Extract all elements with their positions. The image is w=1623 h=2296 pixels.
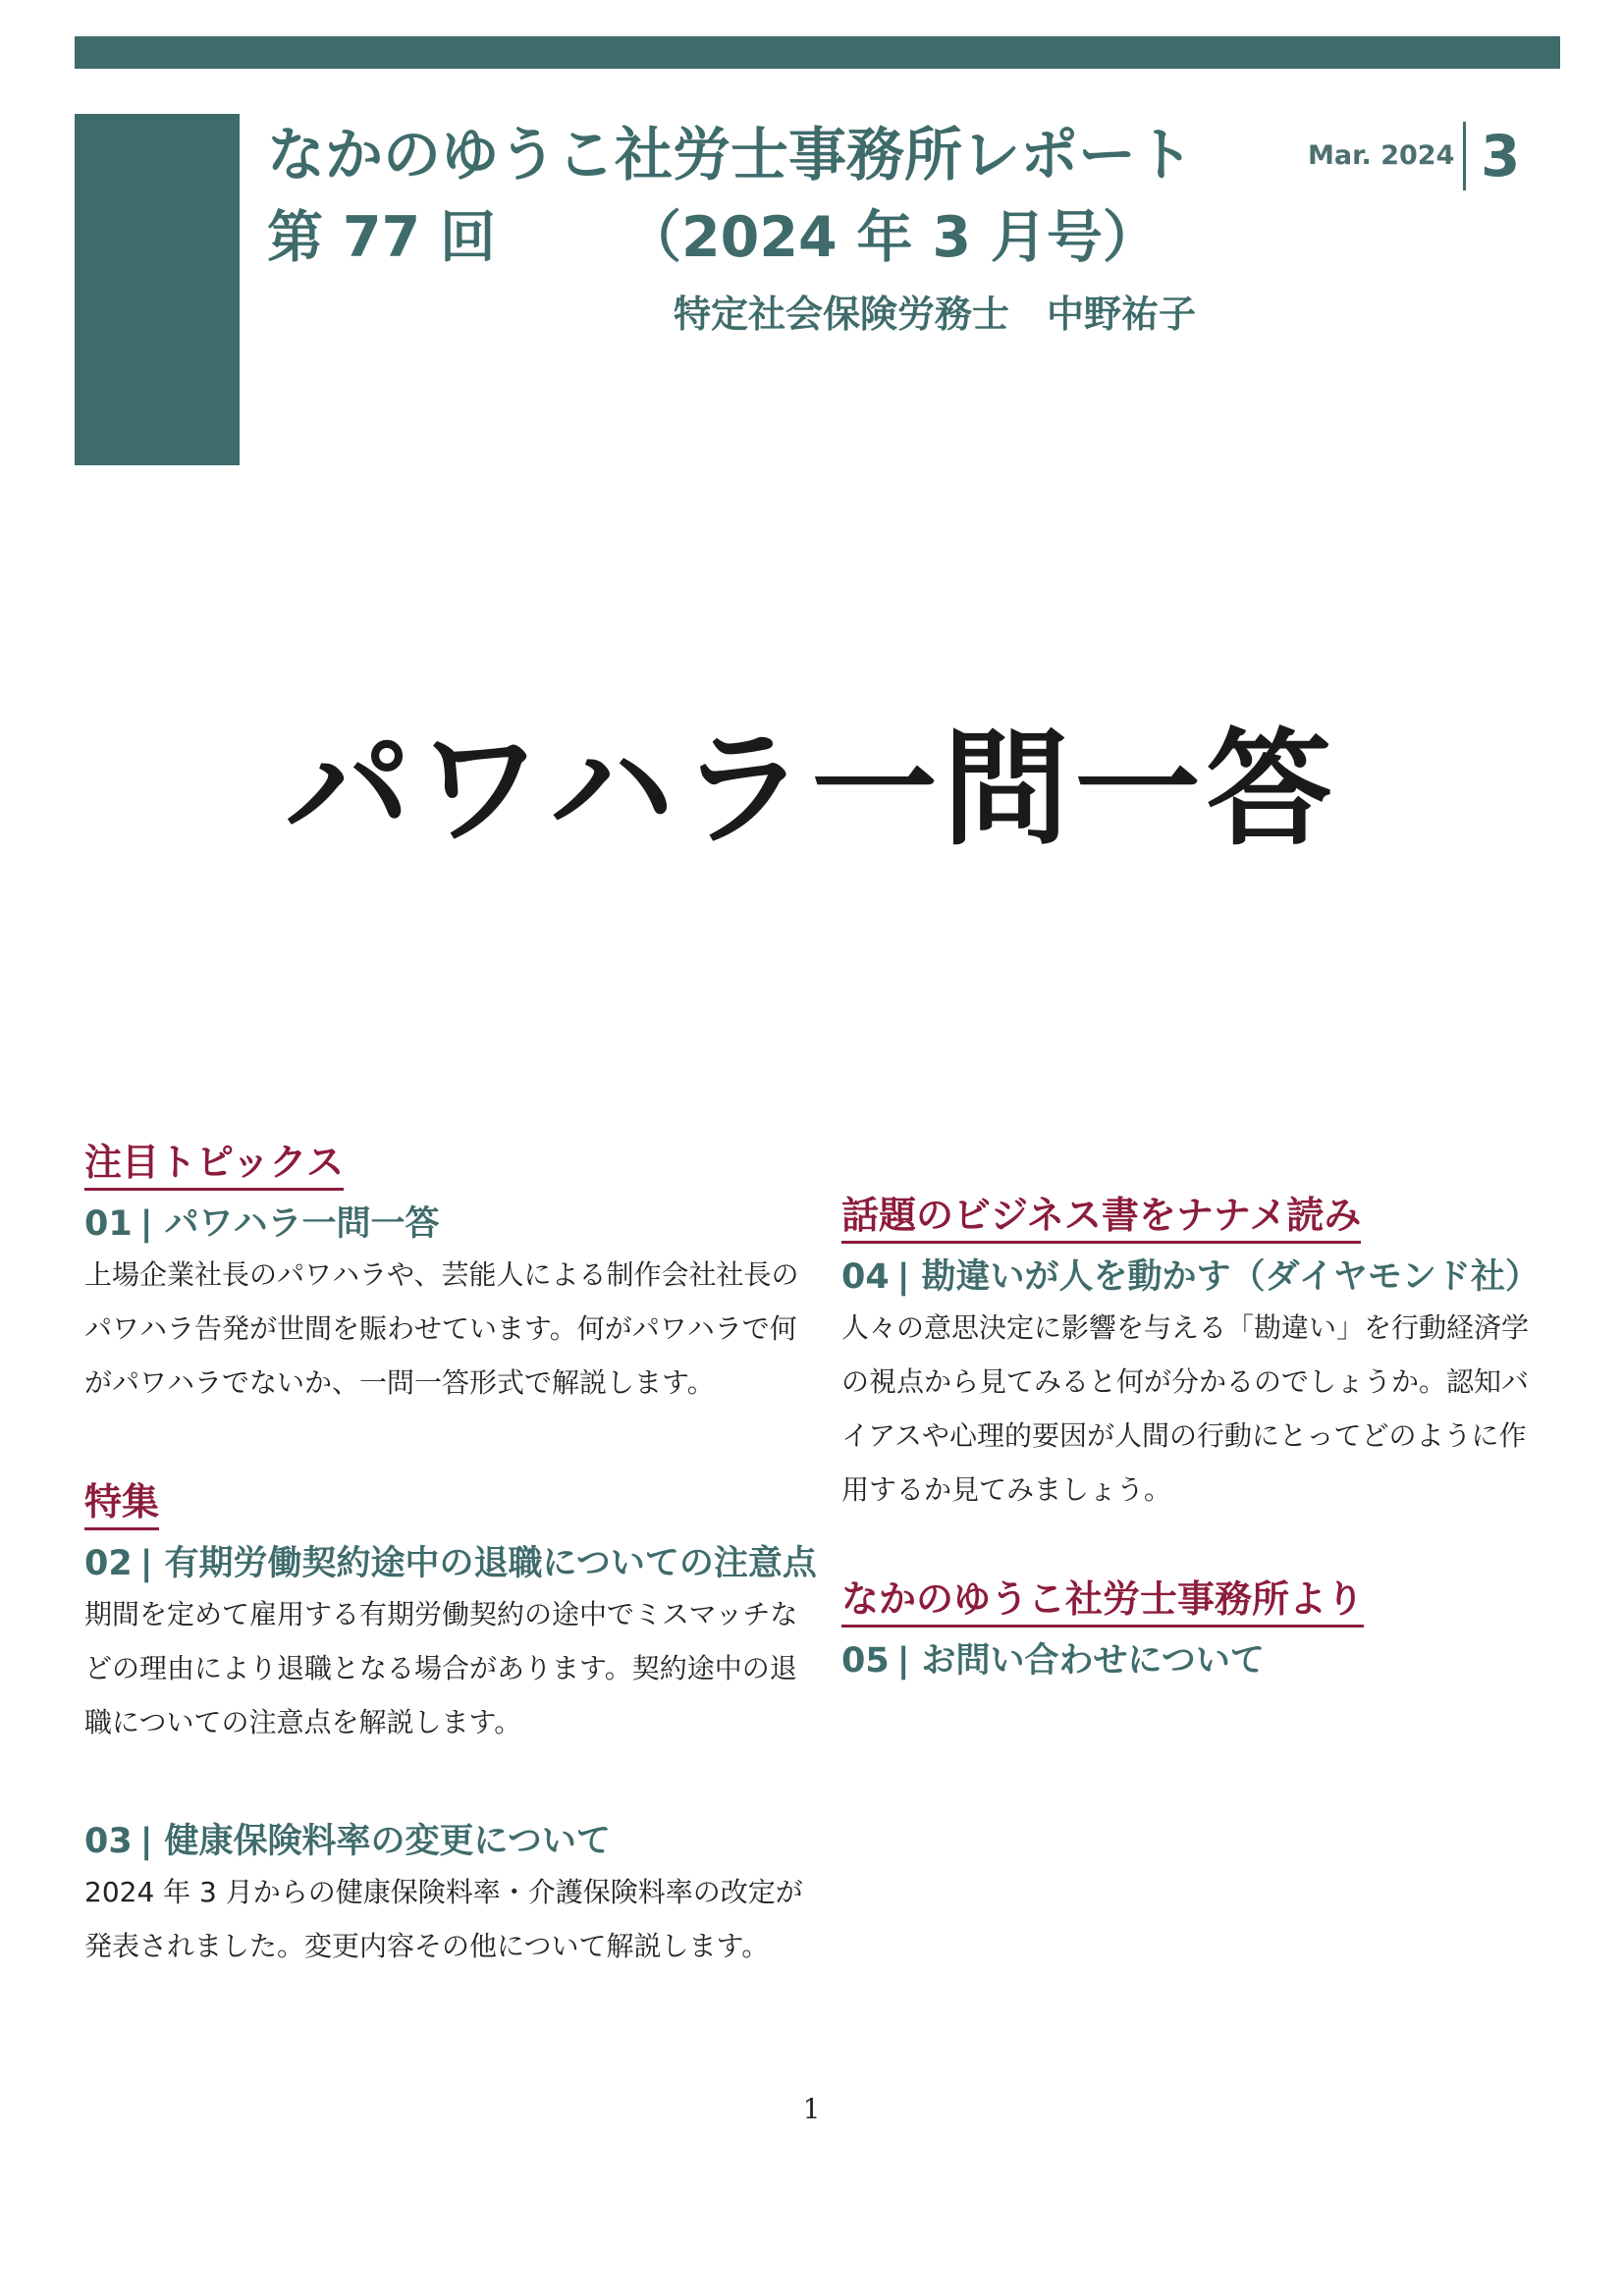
section-heading-from-office: なかのゆうこ社労士事務所より bbox=[841, 1575, 1364, 1628]
topic-02-heading[interactable] bbox=[84, 1540, 817, 1587]
section-heading-featured-topics: 注目トピックス bbox=[84, 1139, 344, 1191]
topic-separator: | bbox=[139, 1204, 153, 1244]
page-number: 1 bbox=[802, 2093, 821, 2125]
topic-04-text: 人々の意思決定に影響を与える「勘違い」を行動経済学の視点から見てみると何が分かるのでしょうか。認知バイアスや心理的要因が人間の行動にとってどのように作用するか見てみましょう。 bbox=[841, 1311, 1530, 1506]
main-title: パワハラ一問一答 bbox=[285, 717, 1338, 863]
spacer bbox=[84, 1749, 811, 1808]
topic-03-text: 2024 年 3 月からの健康保険料率・介護保険料率の改定が発表されました。変更内容その他について解説します。 bbox=[84, 1876, 803, 1962]
topic-title: パワハラ一問一答 bbox=[164, 1204, 440, 1244]
right-column bbox=[841, 1192, 1548, 1684]
issue-number: 第 77 回 bbox=[267, 205, 497, 270]
left-column bbox=[84, 1139, 817, 1973]
month-number: 3 bbox=[1481, 123, 1521, 189]
section-heading-special-feature: 特集 bbox=[84, 1478, 159, 1530]
topic-01-heading[interactable] bbox=[84, 1201, 811, 1248]
author-name: 特定社会保険労務士 中野祐子 bbox=[674, 293, 1197, 336]
topic-separator: | bbox=[139, 1544, 153, 1583]
topic-title: お問い合わせについて bbox=[921, 1641, 1265, 1681]
topic-title: 勘違いが人を動かす（ダイヤモンド社） bbox=[921, 1257, 1540, 1297]
topic-number: 03 bbox=[84, 1822, 133, 1861]
topic-03-heading[interactable] bbox=[84, 1818, 811, 1865]
topic-number: 04 bbox=[841, 1257, 890, 1297]
issue-line bbox=[267, 198, 1159, 277]
topic-separator: | bbox=[139, 1822, 153, 1861]
topic-02-text: 期間を定めて雇用する有期労働契約の途中でミスマッチなどの理由により退職となる場合があります。契約途中の退職についての注意点を解説します。 bbox=[84, 1598, 798, 1738]
header-side-block bbox=[75, 114, 240, 465]
spacer bbox=[841, 1517, 1548, 1575]
topic-04-heading[interactable] bbox=[841, 1254, 1548, 1301]
topic-number: 02 bbox=[84, 1544, 133, 1583]
topic-number: 01 bbox=[84, 1204, 133, 1244]
section-heading-business-books: 話題のビジネス書をナナメ読み bbox=[841, 1192, 1361, 1244]
issue-date: （2024 年 3 月号） bbox=[625, 205, 1159, 270]
header-top-bar bbox=[75, 36, 1560, 69]
header-divider bbox=[1463, 122, 1466, 190]
topic-number: 05 bbox=[841, 1641, 890, 1681]
topic-01-text: 上場企業社長のパワハラや、芸能人による制作会社社長のパワハラ告発が世間を賑わせています。何がパワハラで何がパワハラでないか、一問一答形式で解説します。 bbox=[84, 1258, 799, 1399]
month-label: Mar. 2024 bbox=[1308, 140, 1455, 171]
report-title: なかのゆうこ社労士事務所レポート bbox=[267, 121, 1195, 188]
topic-title: 有期労働契約途中の退職についての注意点 bbox=[164, 1544, 817, 1583]
topic-separator: | bbox=[896, 1641, 910, 1681]
spacer bbox=[84, 1410, 811, 1478]
topic-05-heading[interactable] bbox=[841, 1637, 1548, 1684]
topic-separator: | bbox=[896, 1257, 910, 1297]
topic-title: 健康保険料率の変更について bbox=[164, 1822, 611, 1861]
